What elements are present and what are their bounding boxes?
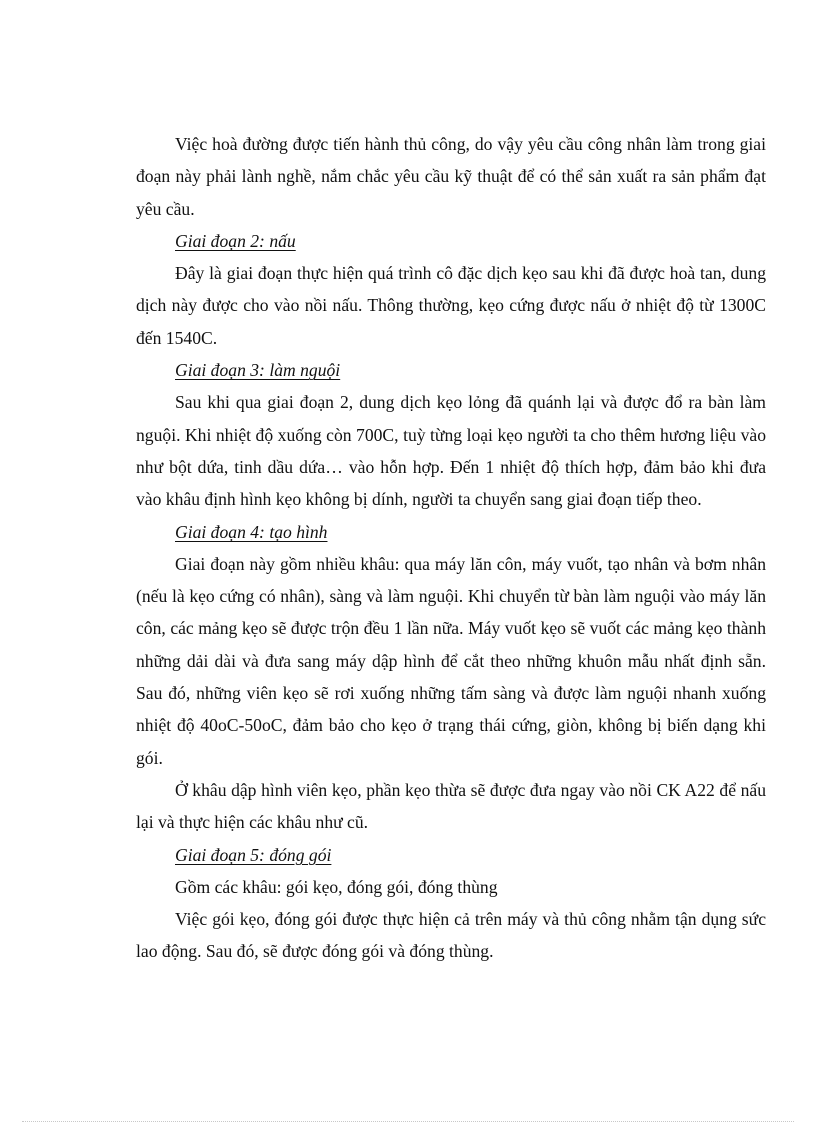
heading-stage-4: Giai đoạn 4: tạo hình bbox=[175, 521, 328, 542]
paragraph-stage-4: Giai đoạn này gồm nhiều khâu: qua máy lăn côn, máy vuốt, tạo nhân và bơm nhân (nếu là kẹo cứng có nhân), sàng và làm nguội. Khi chuyển từ bàn làm nguội vào máy lăn côn, các mảng kẹo sẽ được trộn đều 1 lần nữa. Máy vuốt kẹo sẽ vuốt các mảng kẹo thành những dải dài và đưa sang máy dập hình để cắt theo những khuôn mẫu nhất định sẵn. Sau đó, những viên kẹo sẽ rơi xuống những tấm sàng và được làm nguội nhanh xuống nhiệt độ 40oC-50oC, đảm bảo cho kẹo ở trạng thái cứng, giòn, không bị biến dạng khi gói. bbox=[136, 553, 766, 768]
page-bottom-divider bbox=[22, 1121, 794, 1122]
paragraph-stage-5-steps: Gồm các khâu: gói kẹo, đóng gói, đóng thùng bbox=[175, 876, 498, 897]
paragraph-stage-4-leftover: Ở khâu dập hình viên kẹo, phần kẹo thừa sẽ được đưa ngay vào nồi CK A22 để nấu lại và thực hiện các khâu như cũ. bbox=[136, 779, 766, 833]
heading-stage-5: Giai đoạn 5: đóng gói bbox=[175, 844, 332, 865]
heading-stage-2: Giai đoạn 2: nấu bbox=[175, 230, 296, 251]
paragraph-stage-2: Đây là giai đoạn thực hiện quá trình cô đặc dịch kẹo sau khi đã được hoà tan, dung dịch này được cho vào nồi nấu. Thông thường, kẹo cứng được nấu ở nhiệt độ từ 1300C đến 1540C. bbox=[136, 263, 766, 348]
paragraph-stage-3: Sau khi qua giai đoạn 2, dung dịch kẹo lỏng đã quánh lại và được đổ ra bàn làm nguội. Khi nhiệt độ xuống còn 700C, tuỳ từng loại kẹo người ta cho thêm hương liệu vào như bột dứa, tinh dầu dứa… vào hỗn hợp. Đến 1 nhiệt độ thích hợp, đảm bảo khi đưa vào khâu định hình kẹo không bị dính, người ta chuyển sang giai đoạn tiếp theo. bbox=[136, 392, 766, 510]
paragraph-sugar-dissolving: Việc hoà đường được tiến hành thủ công, do vậy yêu cầu công nhân làm trong giai đoạn này phải lành nghề, nắm chắc yêu cầu kỹ thuật để có thể sản xuất ra sản phẩm đạt yêu cầu. bbox=[136, 134, 766, 219]
heading-stage-3: Giai đoạn 3: làm nguội bbox=[175, 360, 341, 381]
document-body bbox=[136, 128, 766, 968]
paragraph-stage-5-packing: Việc gói kẹo, đóng gói được thực hiện cả trên máy và thủ công nhằm tận dụng sức lao động. Sau đó, sẽ được đóng gói và đóng thùng. bbox=[136, 909, 766, 962]
